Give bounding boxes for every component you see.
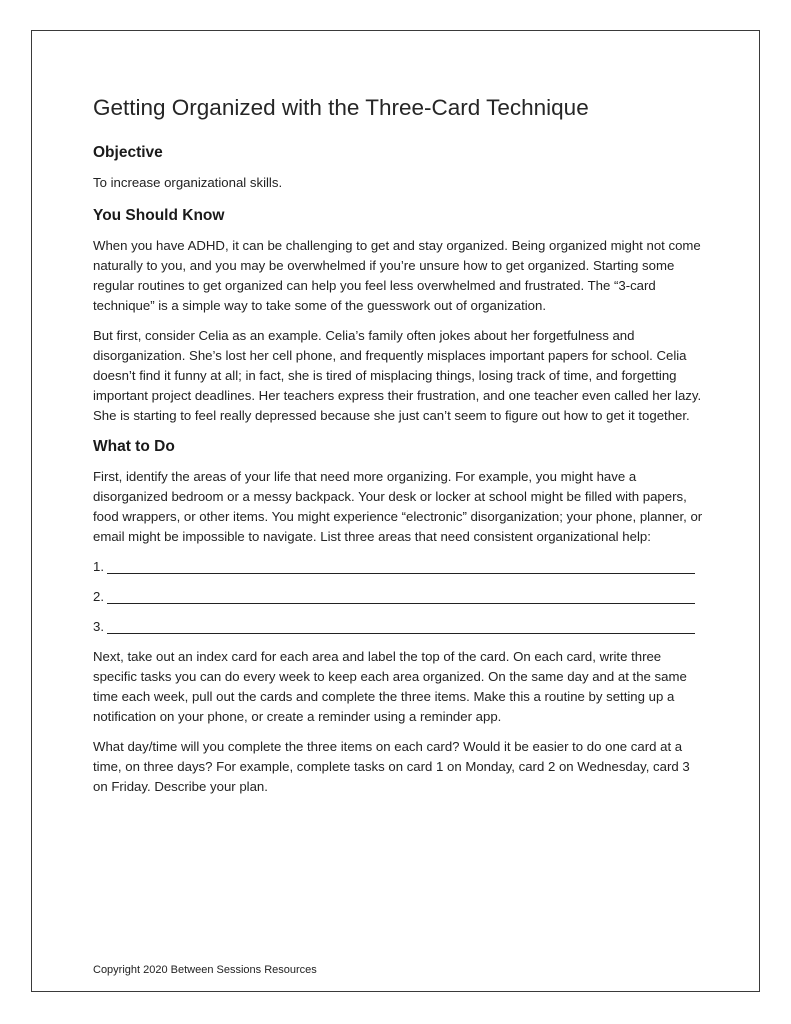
answer-lines [93, 557, 703, 637]
answer-line-2[interactable] [93, 587, 703, 607]
you-should-know-heading: You Should Know [93, 207, 225, 224]
what-to-do-heading: What to Do [93, 438, 175, 455]
answer-line-rule[interactable] [107, 619, 695, 634]
answer-line-rule[interactable] [107, 589, 695, 604]
answer-line-3[interactable] [93, 617, 703, 637]
answer-line-number: 1. [93, 559, 104, 574]
answer-line-number: 3. [93, 619, 104, 634]
index-card-instructions-paragraph: Next, take out an index card for each area and label the top of the card. On each card, write three specific tasks you can do every week to keep each area organized. On the same day and at the same time each week, pull out the cards and complete the three items. Make this a routine by setting up a notification on your phone, or create a reminder using a reminder app. [93, 649, 687, 724]
copyright-footer: Copyright 2020 Between Sessions Resources [93, 964, 317, 976]
answer-line-rule[interactable] [107, 559, 695, 574]
answer-line-1[interactable] [93, 557, 703, 577]
adhd-organization-paragraph: When you have ADHD, it can be challenging to get and stay organized. Being organized might not come naturally to you, and you may be overwhelmed if you’re unsure how to get organized. Starting some regular routines to get organized can help you feel less overwhelmed and frustrated. The “3-card technique” is a simple way to take some of the guesswork out of organization. [93, 238, 701, 313]
identify-areas-paragraph: First, identify the areas of your life that need more organizing. For example, you might have a disorganized bedroom or a messy backpack. Your desk or locker at school might be filled with papers, food wrappers, or other items. You might experience “electronic” disorganization; your phone, planner, or email might be impossible to navigate. List three areas that need consistent organizational help: [93, 469, 703, 544]
objective-text: To increase organizational skills. [93, 175, 283, 190]
worksheet-content [93, 92, 703, 807]
answer-line-number: 2. [93, 589, 104, 604]
plan-question-paragraph: What day/time will you complete the three items on each card? Would it be easier to do one card at a time, on three days? For example, complete tasks on card 1 on Monday, card 2 on Wednesday, card 3 on Friday. Describe your plan. [93, 739, 690, 794]
objective-heading: Objective [93, 144, 163, 161]
celia-example-paragraph: But first, consider Celia as an example. Celia’s family often jokes about her forgetfulness and disorganization. She’s lost her cell phone, and frequently misplaces important papers for school. Celia doesn’t find it funny at all; in fact, she is tired of misplacing things, losing track of time, and forgetting important project deadlines. Her teachers express their frustration, and one teacher even called her lazy. She is starting to feel really depressed because she just can’t seem to figure out how to get it together. [93, 328, 702, 423]
page-title: Getting Organized with the Three-Card Technique [93, 95, 589, 120]
